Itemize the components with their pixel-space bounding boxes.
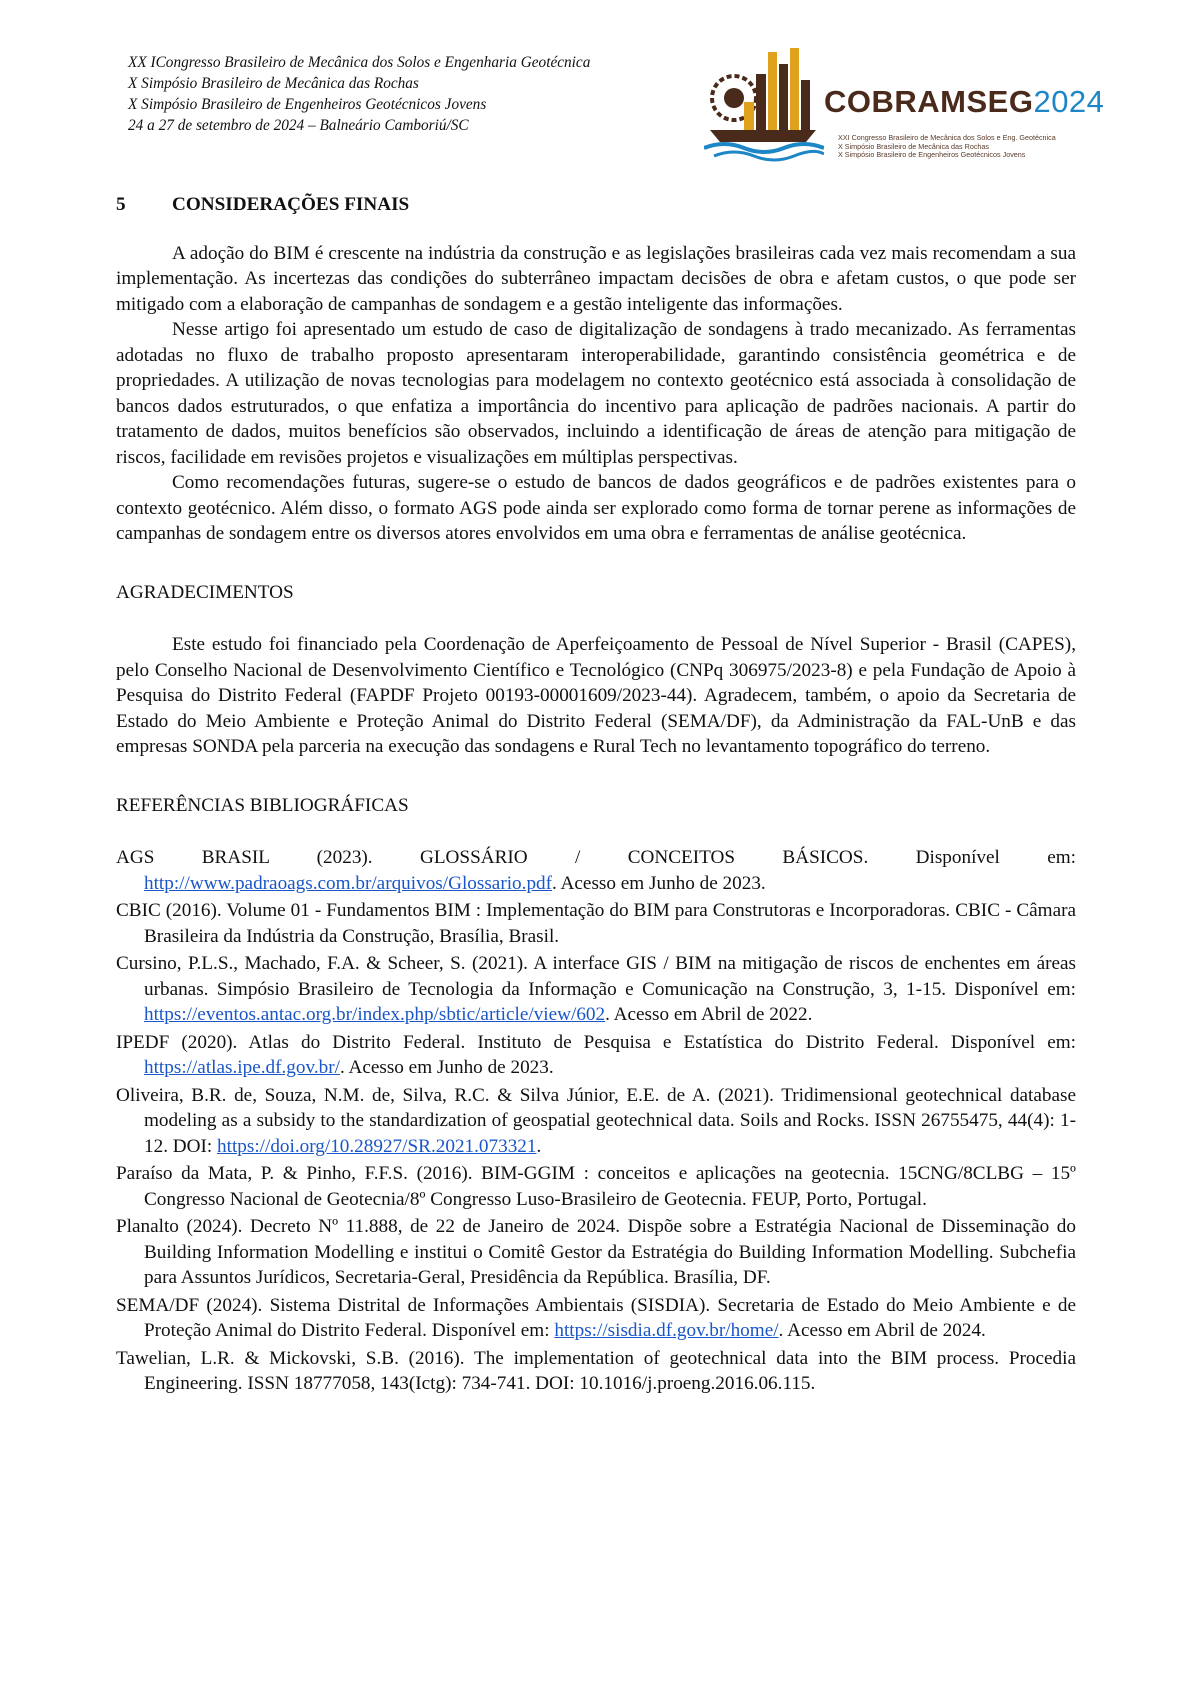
reference-link[interactable]: https://atlas.ipe.df.gov.br/: [144, 1057, 340, 1078]
logo-subline: X Simpósio Brasileiro de Engenheiros Geotécnicos Jovens: [838, 150, 1026, 160]
acknowledgements-paragraph: Este estudo foi financiado pela Coordenação de Aperfeiçoamento de Pessoal de Nível Superior - Brasil (CAPES), pelo Conselho Nacional de Desenvolvimento Científico e Tecnológico (CNPq 306975/2023-8) e pela Fundação de Apoio à Pesquisa do Distrito Federal (FAPDF Projeto 00193-00001609/2023-44). Agradecem, também, o apoio da Secretaria de Estado do Meio Ambiente e Proteção Animal do Distrito Federal (SEMA/DF), da Administração da FAL-UnB e das empresas SONDA pela parceria na execução das sondagens e Rural Tech no levantamento topográfico do terreno.: [116, 634, 1076, 757]
header-line: 24 a 27 de setembro de 2024 – Balneário Camboriú/SC: [128, 117, 469, 134]
reference-text: Tawelian, L.R. & Mickovski, S.B. (2016). The implementation of geotechnical data into the BIM process. Procedia Engineering. ISSN 18777058, 143(Ictg): 734-741. DOI: 10.1016/j.proeng.2016.06.115.: [116, 1347, 1076, 1394]
logo-brand-text: [824, 84, 1104, 120]
cobramseg-logo: [712, 44, 1132, 166]
reference-item: [116, 898, 1076, 949]
section-heading: [116, 192, 1076, 218]
reference-text: Oliveira, B.R. de, Souza, N.M. de, Silva, R.C. & Silva Júnior, E.E. de A. (2021). Tridimensional geotechnical database modeling as a subsidy to the standardization of geospatial geotechnical data. Soils and Rocks. ISSN 26755475, 44(4): 1-12. DOI:: [116, 1084, 1076, 1157]
reference-text: Cursino, P.L.S., Machado, F.A. & Scheer, S. (2021). A interface GIS / BIM na mitigação de riscos de enchentes em áreas urbanas. Simpósio Brasileiro de Tecnologia da Informação e Comunicação na Construção, 3, 1-15. Disponível em:: [116, 953, 1076, 1000]
reference-link[interactable]: https://eventos.antac.org.br/index.php/sbtic/article/view/602: [144, 1004, 606, 1025]
logo-brand-name: COBRAMSEG: [824, 84, 1034, 119]
reference-text: IPEDF (2020). Atlas do Distrito Federal. Instituto de Pesquisa e Estatística do Distrito Federal. Disponível em:: [116, 1031, 1076, 1053]
reference-item: [116, 1030, 1076, 1081]
reference-item: [116, 1346, 1076, 1397]
section-number: 5: [116, 194, 126, 215]
reference-item: [116, 1083, 1076, 1160]
reference-link[interactable]: https://doi.org/10.28927/SR.2021.073321: [217, 1135, 537, 1157]
reference-text: AGS BRASIL (2023). GLOSSÁRIO / CONCEITOS BÁSICOS. Disponível em:: [116, 847, 1076, 868]
conference-header: [128, 52, 590, 136]
logo-subline: XXI Congresso Brasileiro de Mecânica dos Solos e Eng. Geotécnica: [838, 133, 1056, 142]
page-content: [116, 192, 1076, 1399]
reference-item: [116, 1161, 1076, 1212]
references-heading: REFERÊNCIAS BIBLIOGRÁFICAS: [116, 794, 409, 816]
logo-subline: X Simpósio Brasileiro de Mecânica das Rochas: [838, 141, 990, 151]
reference-text: Planalto (2024). Decreto Nº 11.888, de 22 de Janeiro de 2024. Dispõe sobre a Estratégia Nacional de Disseminação do Building Information Modelling e institui o Comitê Gestor da Estratégia do Building Information Modelling. Subchefia para Assuntos Jurídicos, Secretaria-Geral, Presidência da República. Brasília, DF.: [116, 1216, 1076, 1288]
reference-link[interactable]: https://sisdia.df.gov.br/home/: [554, 1320, 779, 1341]
body-paragraph: A adoção do BIM é crescente na indústria da construção e as legislações brasileiras cada vez mais recomendam a sua implementação. As incertezas das condições do subterrâneo impactam decisões de obra e afetam custos, o que pode ser mitigado com a elaboração de campanhas de sondagem e a gestão inteligente das informações.: [116, 242, 1076, 315]
reference-text: SEMA/DF (2024). Sistema Distrital de Informações Ambientais (SISDIA). Secretaria de Estado do Meio Ambiente e de Proteção Animal do Distrito Federal. Disponível em:: [116, 1294, 1076, 1341]
reference-item: [116, 1293, 1076, 1344]
section-title: CONSIDERAÇÕES FINAIS: [172, 194, 410, 215]
reference-text: CBIC (2016). Volume 01 - Fundamentos BIM : Implementação do BIM para Construtoras e Incorporadoras. CBIC - Câmara Brasileira da Indústria da Construção, Brasília, Brasil.: [116, 900, 1076, 947]
header-line: X Simpósio Brasileiro de Mecânica das Rochas: [128, 75, 419, 92]
reference-text: . Acesso em Junho de 2023.: [339, 1057, 554, 1078]
body-paragraph: Nesse artigo foi apresentado um estudo de caso de digitalização de sondagens à trado mecanizado. As ferramentas adotadas no fluxo de trabalho proposto apresentaram interoperabilidade, garantindo consistência geométrica e de propriedades. A utilização de novas tecnologias para modelagem no contexto geotécnico está associada à consolidação de bancos dados estruturados, o que enfatiza a importância do incentivo para aplicação de padrões nacionais. A partir do tratamento de dados, muitos benefícios são observados, incluindo a identificação de áreas de atenção para mitigação de riscos, facilidade em revisões projetos e visualizações em múltiplas perspectivas.: [116, 319, 1076, 468]
reference-text: .: [536, 1135, 542, 1157]
reference-text: Paraíso da Mata, P. & Pinho, F.F.S. (2016). BIM-GGIM : conceitos e aplicações na geotecnia. 15CNG/8CLBG – 15º Congresso Nacional de Geotecnia/8º Congresso Luso-Brasileiro de Geotecnia. FEUP, Porto, Portugal.: [116, 1163, 1076, 1210]
references-list: [116, 845, 1076, 1397]
reference-item: [116, 845, 1076, 896]
reference-item: [116, 1214, 1076, 1291]
reference-text: . Acesso em Abril de 2024.: [778, 1320, 986, 1341]
body-paragraph: Como recomendações futuras, sugere-se o estudo de bancos de dados geográficos e de padrões existentes para o contexto geotécnico. Além disso, o formato AGS pode ainda ser explorado como forma de tornar perene as informações de campanhas de sondagem entre os diversos atores envolvidos em uma obra e ferramentas de análise geotécnica.: [116, 472, 1076, 544]
header-line: X Simpósio Brasileiro de Engenheiros Geotécnicos Jovens: [128, 96, 487, 113]
acknowledgements-heading: AGRADECIMENTOS: [116, 581, 294, 603]
logo-year: 2024: [1033, 84, 1105, 119]
logo-emblem-icon: [704, 44, 824, 166]
logo-sublines: [838, 134, 1056, 160]
header-line: XX ICongresso Brasileiro de Mecânica dos Solos e Engenharia Geotécnica: [128, 54, 591, 71]
reference-item: [116, 951, 1076, 1028]
reference-text: . Acesso em Junho de 2023.: [552, 872, 766, 894]
reference-text: . Acesso em Abril de 2022.: [605, 1004, 813, 1025]
reference-link[interactable]: http://www.padraoags.com.br/arquivos/Glossario.pdf: [144, 872, 553, 894]
